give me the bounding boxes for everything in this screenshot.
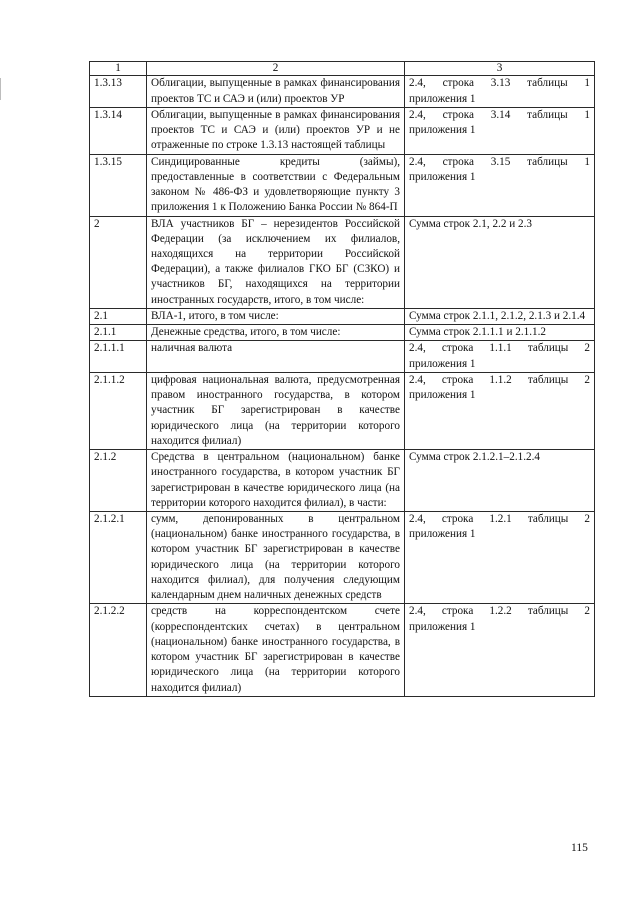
row-code: 2.1.1.2 (90, 372, 147, 449)
row-description: Средства в центральном (национальном) банке иностранного государства, в котором участник БГ зарегистрирован в качестве юридического лица (на территории которого находится филиал), в части: (147, 450, 405, 512)
table-row (90, 76, 595, 107)
row-code: 2.1.2 (90, 450, 147, 512)
row-code: 2.1.1.1 (90, 341, 147, 372)
row-reference: 2.4, строка 1.2.1 таблицы 2 приложения 1 (405, 512, 595, 604)
table-row (90, 325, 595, 341)
row-description: Синдицированные кредиты (займы), предоставленные в соответствии с Федеральным законом № 486-ФЗ и удовлетворяющие пункту 3 приложения 1 к Положению Банка России № 864-П (147, 154, 405, 216)
row-code: 1.3.15 (90, 154, 147, 216)
row-reference: 2.4, строка 3.15 таблицы 1 приложения 1 (405, 154, 595, 216)
row-code: 2.1 (90, 308, 147, 324)
row-description: Облигации, выпущенные в рамках финансирования проектов ТС и САЭ и (или) проектов УР (147, 76, 405, 107)
row-description: наличная валюта (147, 341, 405, 372)
row-reference: Сумма строк 2.1.2.1–2.1.2.4 (405, 450, 595, 512)
row-reference: 2.4, строка 3.13 таблицы 1 приложения 1 (405, 76, 595, 107)
table-row (90, 341, 595, 372)
row-code: 2.1.2.2 (90, 604, 147, 696)
table-row (90, 604, 595, 696)
header-cell-1: 1 (90, 62, 147, 76)
row-code: 2 (90, 216, 147, 308)
table-row (90, 154, 595, 216)
table-row (90, 450, 595, 512)
page-number: 115 (571, 842, 588, 854)
row-reference: 2.4, строка 1.1.1 таблицы 2 приложения 1 (405, 341, 595, 372)
row-description: ВЛА-1, итого, в том числе: (147, 308, 405, 324)
row-reference: 2.4, строка 1.2.2 таблицы 2 приложения 1 (405, 604, 595, 696)
row-reference: Сумма строк 2.1.1, 2.1.2, 2.1.3 и 2.1.4 (405, 308, 595, 324)
row-reference: 2.4, строка 1.1.2 таблицы 2 приложения 1 (405, 372, 595, 449)
header-cell-2: 2 (147, 62, 405, 76)
table-row (90, 372, 595, 449)
row-code: 2.1.2.1 (90, 512, 147, 604)
table-row (90, 107, 595, 154)
table-row (90, 308, 595, 324)
margin-mark (0, 78, 1, 100)
row-description: Облигации, выпущенные в рамках финансирования проектов ТС и САЭ и (или) проектов УР и не отраженные по строке 1.3.13 настоящей таблицы (147, 107, 405, 154)
row-reference: 2.4, строка 3.14 таблицы 1 приложения 1 (405, 107, 595, 154)
table-row (90, 216, 595, 308)
table-row (90, 512, 595, 604)
row-description: ВЛА участников БГ – нерезидентов Российской Федерации (за исключением их филиалов, находящихся на территории Российской Федерации), а также филиалов ГКО БГ (СЗКО) и участников БГ, находящихся на территории иностранных государств, итого, в том числе: (147, 216, 405, 308)
row-description: цифровая национальная валюта, предусмотренная правом иностранного государства, в котором участник БГ зарегистрирован в качестве юридического лица (на территории которого находится филиал) (147, 372, 405, 449)
table-header-row (90, 62, 595, 76)
row-description: Денежные средства, итого, в том числе: (147, 325, 405, 341)
row-code: 2.1.1 (90, 325, 147, 341)
row-code: 1.3.14 (90, 107, 147, 154)
row-description: средств на корреспондентском счете (корреспондентских счетах) в центральном (национальном) банке иностранного государства, в котором участник БГ зарегистрирован в качестве юридического лица (на территории которого находится филиал) (147, 604, 405, 696)
data-table (89, 61, 595, 697)
row-reference: Сумма строк 2.1, 2.2 и 2.3 (405, 216, 595, 308)
row-reference: Сумма строк 2.1.1.1 и 2.1.1.2 (405, 325, 595, 341)
row-description: сумм, депонированных в центральном (национальном) банке иностранного государства, в котором участник БГ зарегистрирован в качестве юридического лица (на территории которого находится филиал), для получения следующим календарным днем наличных денежных средств (147, 512, 405, 604)
row-code: 1.3.13 (90, 76, 147, 107)
header-cell-3: 3 (405, 62, 595, 76)
